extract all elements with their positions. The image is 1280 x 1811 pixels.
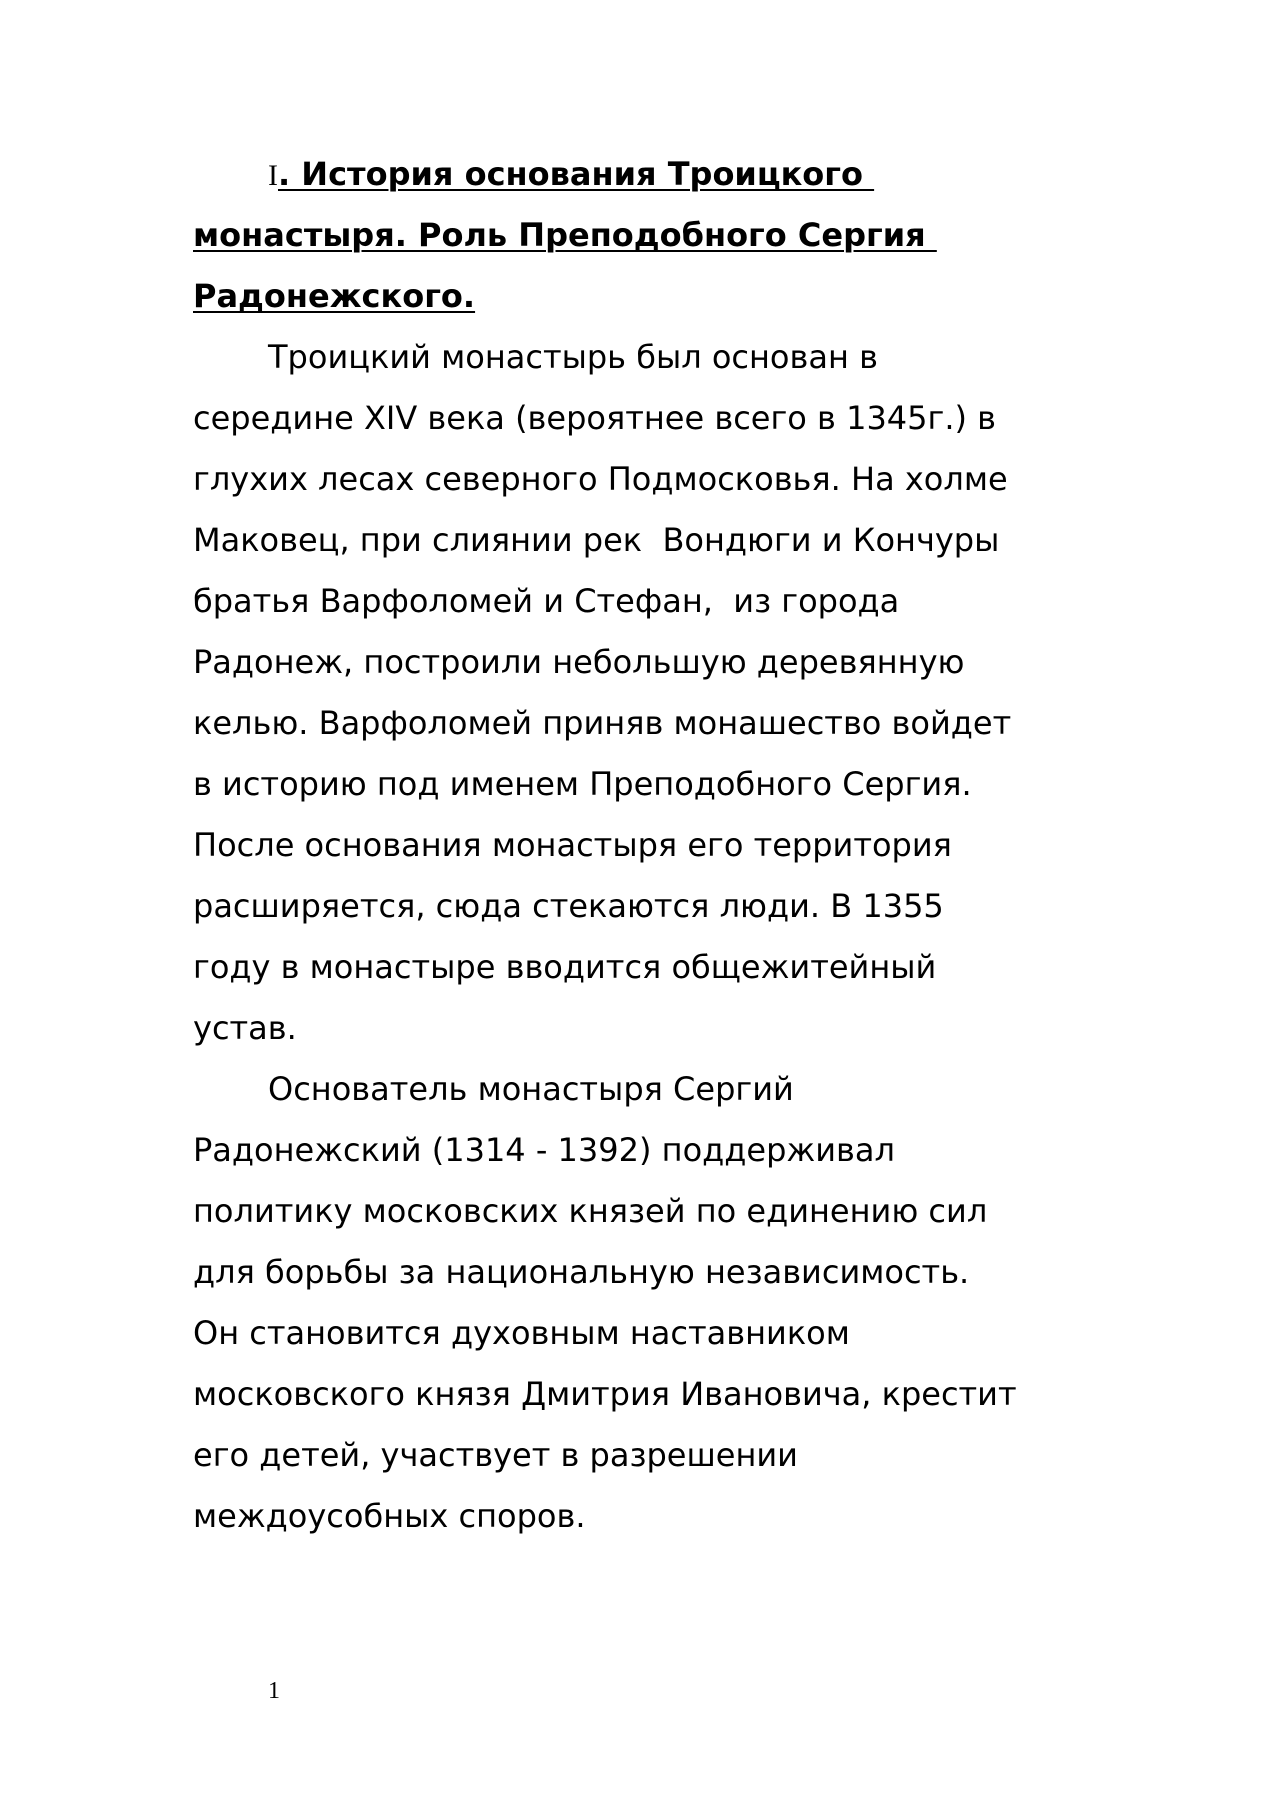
- paragraph-2-line: Радонежский (1314 - 1392) поддерживал: [193, 1131, 895, 1169]
- paragraph-2-line: для борьбы за национальную независимость.: [193, 1253, 970, 1291]
- paragraph-1-line: келью. Варфоломей приняв монашество войдет: [193, 704, 1012, 742]
- paragraph-1-line: Троицкий монастырь был основан в: [268, 338, 878, 376]
- paragraph-1-line: братья Варфоломей и Стефан, из города: [193, 582, 900, 620]
- paragraph-2-line: Основатель монастыря Сергий: [268, 1070, 794, 1108]
- paragraph-2-line: политику московских князей по единению сил: [193, 1192, 988, 1230]
- paragraph-2-line: междоусобных споров.: [193, 1497, 586, 1535]
- heading-line-1: [193, 144, 1093, 205]
- paragraph-1-line: После основания монастыря его территория: [193, 826, 952, 864]
- paragraph-1-line: середине XIV века (вероятнее всего в 1345г.) в: [193, 399, 997, 437]
- heading-numeral: I: [268, 159, 278, 192]
- heading-text-2: монастыря. Роль Преподобного Сергия: [193, 216, 937, 254]
- heading-line-3: [193, 266, 1093, 327]
- paragraph-1-line: в историю под именем Преподобного Сергия.: [193, 765, 972, 803]
- heading-line-2: [193, 205, 1093, 266]
- paragraph-1-line: Маковец, при слиянии рек Вондюги и Кончуры: [193, 521, 1000, 559]
- paragraph-1-line: расширяется, сюда стекаются люди. В 1355: [193, 887, 944, 925]
- paragraph-1-line: глухих лесах северного Подмосковья. На холме: [193, 460, 1008, 498]
- paragraph-1-line: устав.: [193, 1009, 297, 1047]
- paragraph-2-line: московского князя Дмитрия Ивановича, крестит: [193, 1375, 1017, 1413]
- paragraph-2-line: Он становится духовным наставником: [193, 1314, 850, 1352]
- page-number: 1: [268, 1678, 280, 1704]
- paragraph-1-line: году в монастыре вводится общежитейный: [193, 948, 937, 986]
- document-body: [193, 144, 1093, 1547]
- heading-text-1: . История основания Троицкого: [278, 155, 875, 193]
- paragraph-1-line: Радонеж, построили небольшую деревянную: [193, 643, 965, 681]
- paragraph-2-line: его детей, участвует в разрешении: [193, 1436, 798, 1474]
- heading-text-3: Радонежского.: [193, 277, 476, 315]
